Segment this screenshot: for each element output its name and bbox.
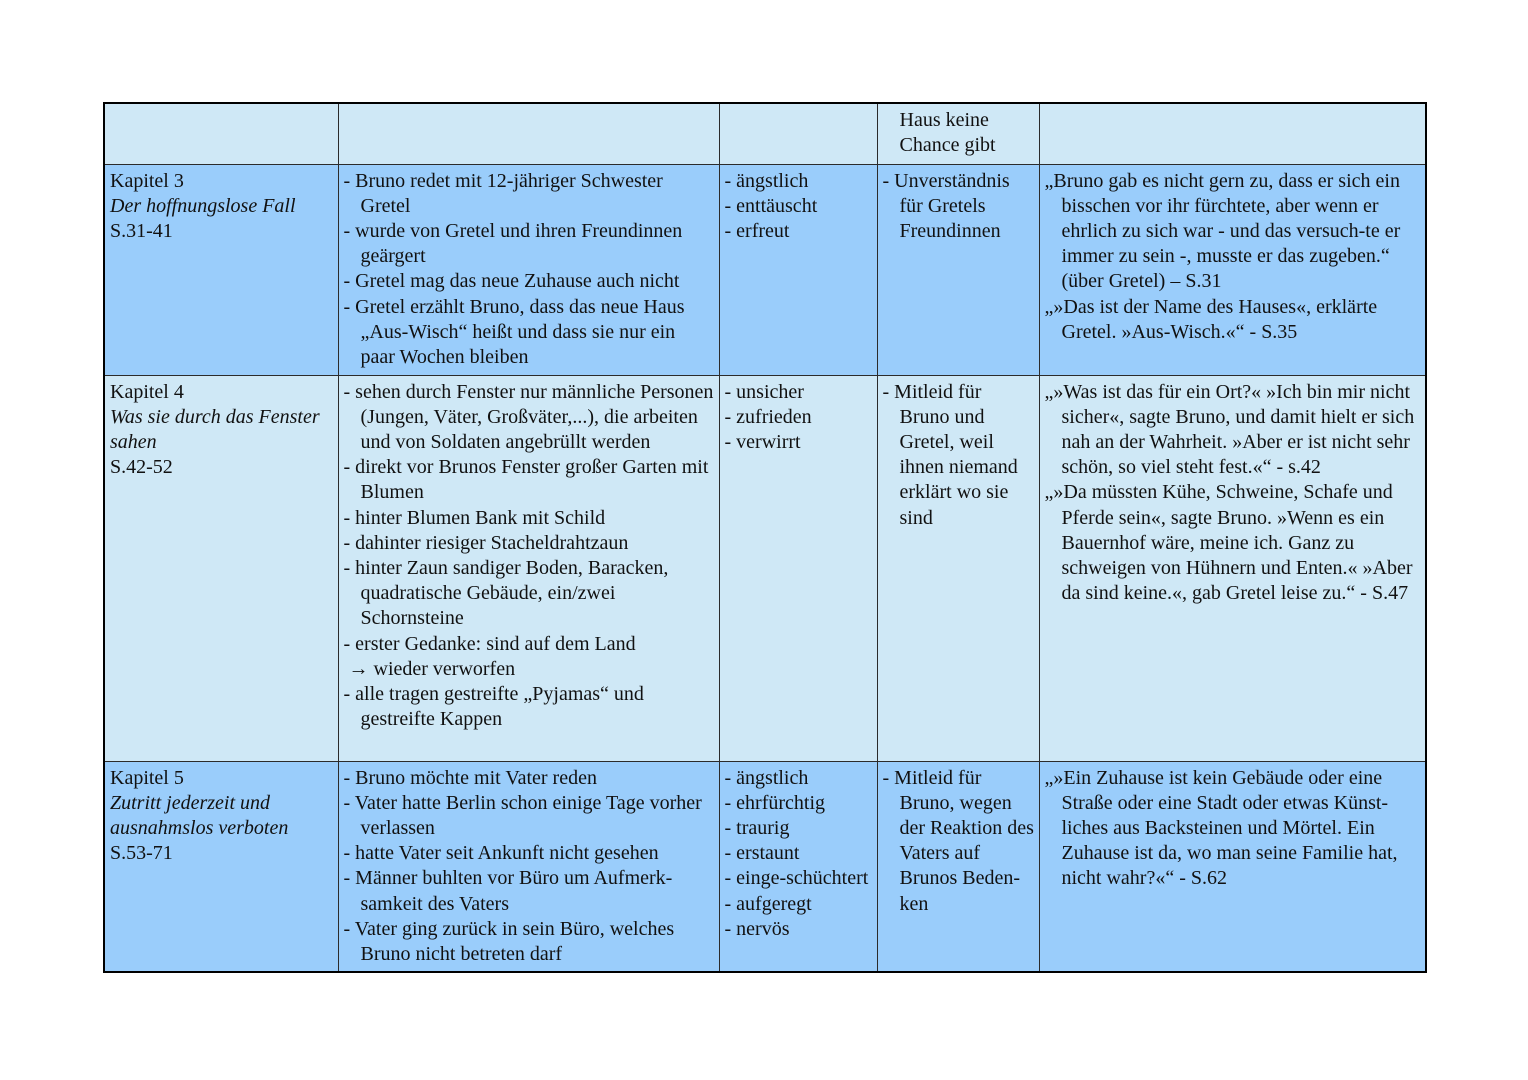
content-item: - hinter Zaun sandiger Boden, Baracken, quadratische Gebäude, ein/zwei Schornsteine (343, 556, 669, 630)
reaction-cell (877, 375, 1039, 761)
feeling-item: - erstaunt (724, 842, 800, 865)
content-cell (338, 761, 719, 972)
feelings-cell (719, 761, 877, 972)
quote-cell (1039, 375, 1426, 761)
quote-item: „»Ein Zuhause ist kein Gebäude oder eine Straße oder eine Stadt oder etwas Künst-liches aus Backsteinen und Mörtel. Ein Zuhause ist da, wo man seine Familie hat, nicht wahr?«“ - S.62 (1044, 766, 1398, 890)
quote-cell (1039, 103, 1426, 164)
content-cell (338, 103, 719, 164)
chapter-cell (104, 761, 338, 972)
content-item: - erster Gedanke: sind auf dem Land (343, 632, 636, 655)
chapter-title: Zutritt jederzeit und ausnahmslos verboten (110, 791, 289, 839)
chapter-pages: S.42-52 (110, 456, 173, 479)
feeling-item: - traurig (724, 816, 790, 839)
quote-item: „»Da müssten Kühe, Schweine, Schafe und Pferde sein«, sagte Bruno. »Wenn es ein Bauernhof wäre, meine ich. Ganz zu schweigen von Hühnern und Enten.« »Aber da sind keine.«, gab Gretel leise zu.“ - S.47 (1044, 481, 1413, 605)
chapter-pages: S.31-41 (110, 219, 173, 242)
chapter-title: Der hoffnungslose Fall (110, 194, 296, 217)
feeling-item: - ängstlich (724, 169, 809, 192)
content-item: - Gretel mag das neue Zuhause auch nicht (343, 270, 680, 293)
content-item: - Vater ging zurück in sein Büro, welches Bruno nicht betreten darf (343, 917, 675, 965)
feeling-item: - ängstlich (724, 766, 809, 789)
feeling-item: - verwirrt (724, 430, 801, 453)
chapter-table (103, 102, 1427, 973)
quote-item: „»Das ist der Name des Hauses«, erklärte Gretel. »Aus-Wisch.«“ - S.35 (1044, 295, 1378, 343)
chapter-title: Was sie durch das Fenster sahen (110, 405, 320, 453)
content-item: - sehen durch Fenster nur männliche Personen (Jungen, Väter, Großväter,...), die arbeiten und von Soldaten angebrüllt werden (343, 380, 714, 453)
chapter-number: Kapitel 5 (110, 766, 184, 789)
content-item: - Männer buhlten vor Büro um Aufmerk-samkeit des Vaters (343, 867, 673, 915)
reaction-cell (877, 164, 1039, 375)
content-item: - hatte Vater seit Ankunft nicht gesehen (343, 842, 659, 865)
chapter-number: Kapitel 4 (110, 380, 184, 403)
feelings-cell (719, 375, 877, 761)
chapter-cell (104, 164, 338, 375)
feelings-cell (719, 103, 877, 164)
content-item: - direkt vor Brunos Fenster großer Garten mit Blumen (343, 456, 709, 504)
chapter-cell (104, 103, 338, 164)
arrow-item: → wieder verworfen (348, 657, 516, 680)
reaction-cell (877, 103, 1039, 164)
chapter-pages: S.53-71 (110, 842, 173, 865)
feelings-cell (719, 164, 877, 375)
feeling-item: - enttäuscht (724, 194, 818, 217)
feeling-item: - erfreut (724, 219, 790, 242)
content-item: - Bruno möchte mit Vater reden (343, 766, 597, 789)
feeling-item: - aufgeregt (724, 892, 812, 915)
table-row (104, 761, 1426, 972)
feeling-item: - zufrieden (724, 405, 812, 428)
feeling-item: - einge-schüchtert (724, 867, 869, 890)
content-item: - Vater hatte Berlin schon einige Tage vorher verlassen (343, 791, 702, 839)
quote-item: „Bruno gab es nicht gern zu, dass er sich ein bisschen vor ihr fürchtete, aber wenn er ehrlich zu sich war - und das versuch-te er immer zu sein -, musste er das zugeben.“ (über Gretel) – S.31 (1044, 169, 1401, 293)
content-item: - Bruno redet mit 12-jähriger Schwester Gretel (343, 169, 663, 217)
table-row (104, 164, 1426, 375)
reaction-item: - Unverständnis für Gretels Freundinnen (882, 169, 1010, 242)
table-row (104, 375, 1426, 761)
feeling-item: - nervös (724, 917, 790, 940)
quote-cell (1039, 164, 1426, 375)
feeling-item: - unsicher (724, 380, 804, 403)
content-item: - wurde von Gretel und ihren Freundinnen geärgert (343, 219, 683, 268)
reaction-text: Haus keine Chance gibt (899, 109, 996, 157)
feeling-item: - ehrfürchtig (724, 791, 826, 814)
quote-cell (1039, 761, 1426, 972)
chapter-number: Kapitel 3 (110, 169, 184, 192)
reaction-item: - Mitleid für Bruno und Gretel, weil ihnen niemand erklärt wo sie sind (882, 380, 1018, 529)
content-item: - hinter Blumen Bank mit Schild (343, 506, 606, 529)
content-cell (338, 164, 719, 375)
content-item: - Gretel erzählt Bruno, dass das neue Haus „Aus-Wisch“ heißt und dass sie nur ein paar Wochen bleiben (343, 295, 685, 368)
table-row (104, 103, 1426, 164)
content-item: - dahinter riesiger Stacheldrahtzaun (343, 531, 629, 554)
chapter-cell (104, 375, 338, 761)
content-item: - alle tragen gestreifte „Pyjamas“ und gestreifte Kappen (343, 682, 644, 731)
reaction-item: - Mitleid für Bruno, wegen der Reaktion des Vaters auf Brunos Beden-ken (882, 766, 1034, 915)
quote-item: „»Was ist das für ein Ort?« »Ich bin mir nicht sicher«, sagte Bruno, und damit hielt er sich nah an der Wahrheit. »Aber er ist nicht sehr schön, so viel steht fest.«“ - s.42 (1044, 380, 1415, 479)
content-cell (338, 375, 719, 761)
reaction-cell (877, 761, 1039, 972)
